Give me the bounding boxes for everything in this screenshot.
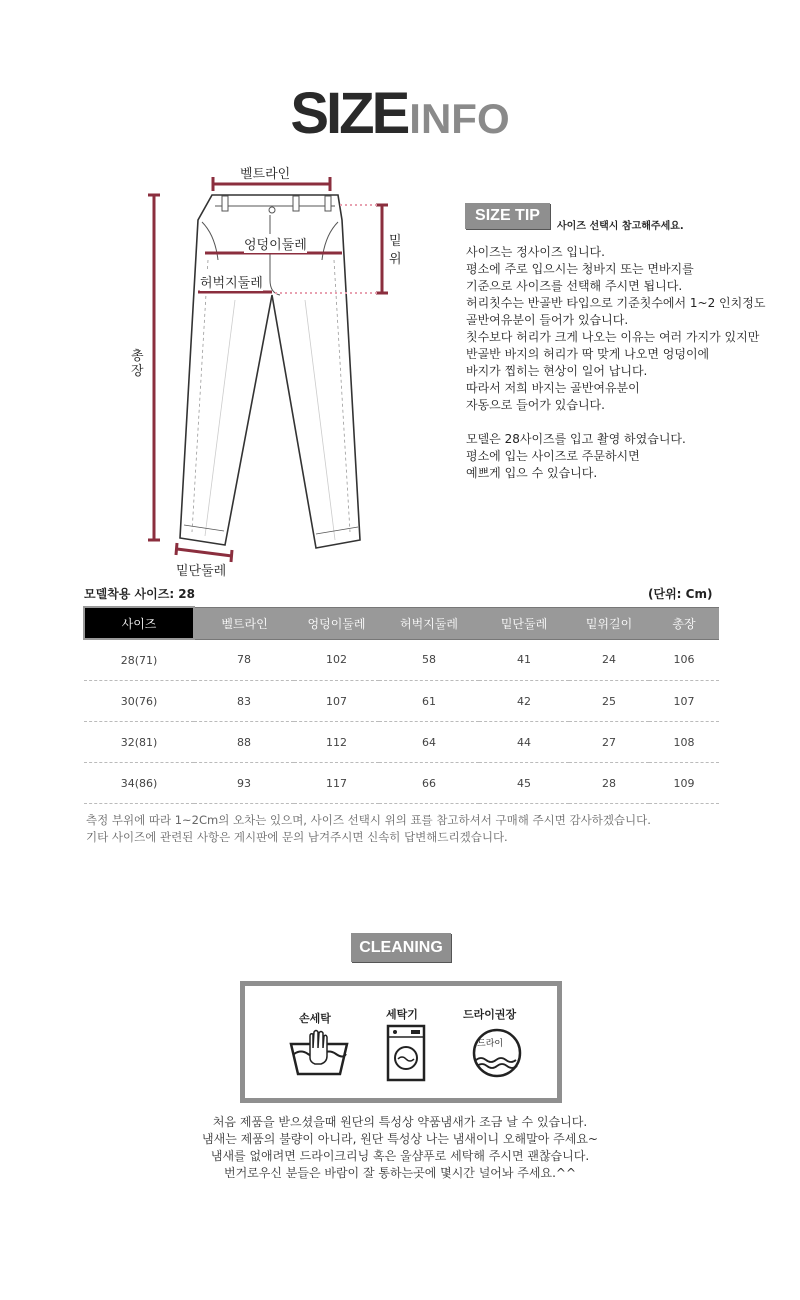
cleaning-line: 냄새를 없애려면 드라이크리닝 혹은 울샴푸로 세탁해 주시면 괜찮습니다. <box>210 1149 590 1163</box>
tip-line: 모델은 28사이즈를 입고 촬영 하였습니다. <box>466 432 686 446</box>
cell-hip: 112 <box>294 722 379 763</box>
cell-rise: 25 <box>569 681 649 722</box>
note-line: 측정 부위에 따라 1~2Cm의 오차는 있으며, 사이즈 선택시 위의 표를 참고하셔서 구매해 주시면 감사하겠습니다. <box>86 813 651 827</box>
tip-line: 사이즈는 정사이즈 입니다. <box>466 245 605 259</box>
cell-rise: 24 <box>569 639 649 681</box>
cell-length: 106 <box>649 639 719 681</box>
tip-line: 따라서 저희 바지는 골반여유분이 <box>466 381 640 395</box>
cell-length: 108 <box>649 722 719 763</box>
table-row <box>84 681 719 722</box>
measurement-notes <box>86 812 651 846</box>
pants-illustration <box>120 160 410 580</box>
tip-line: 반골반 바지의 허리가 딱 맞게 나오면 엉덩이에 <box>466 347 710 361</box>
dry-symbol-text: 드라이 <box>477 1039 504 1049</box>
header-belt: 벨트라인 <box>194 607 294 639</box>
cleaning-line: 냄새는 제품의 불량이 아니라, 원단 특성상 나는 냄새이니 오해말아 주세요~ <box>202 1132 598 1146</box>
cleaning-line: 처음 제품을 받으셨을때 원단의 특성상 약품냄새가 조금 날 수 있습니다. <box>212 1115 588 1129</box>
dry-clean-label: 드라이권장 <box>463 1008 517 1021</box>
belt-line-label: 벨트라인 <box>240 167 291 182</box>
header-length: 총장 <box>649 607 719 639</box>
tip-line: 바지가 찝히는 현상이 일어 납니다. <box>466 364 648 378</box>
cell-hem: 42 <box>479 681 569 722</box>
tip-line: 골반여유분이 들어가 있습니다. <box>466 313 629 327</box>
hem-label: 밑단둘레 <box>176 564 227 579</box>
size-tip-caption: 사이즈 선택시 참고해주세요. <box>557 221 684 232</box>
cell-rise: 27 <box>569 722 649 763</box>
note-line: 기타 사이즈에 관련된 사항은 게시판에 문의 남겨주시면 신속히 답변해드리겠습니다. <box>86 830 508 844</box>
cell-belt: 78 <box>194 639 294 681</box>
cell-rise: 28 <box>569 763 649 804</box>
title-main: SIZE <box>290 81 408 146</box>
cleaning-box <box>240 981 562 1103</box>
thigh-label: 허벅지둘레 <box>200 272 263 291</box>
size-tip-badge: SIZE TIP <box>465 203 550 229</box>
cell-belt: 83 <box>194 681 294 722</box>
cell-hem: 44 <box>479 722 569 763</box>
cleaning-line: 번거로우신 분들은 바람이 잘 통하는곳에 몇시간 널어놔 주세요.^^ <box>223 1166 577 1180</box>
cleaning-text <box>0 1114 800 1182</box>
cell-size: 28(71) <box>84 639 194 681</box>
cell-size: 32(81) <box>84 722 194 763</box>
cell-hem: 41 <box>479 639 569 681</box>
header-rise: 밑위길이 <box>569 607 649 639</box>
table-row <box>84 639 719 681</box>
cell-hip: 117 <box>294 763 379 804</box>
tip-line: 허리칫수는 반골반 타입으로 기준칫수에서 1~2 인치정도 <box>466 296 766 310</box>
tip-line: 평소에 입는 사이즈로 주문하시면 <box>466 449 640 463</box>
length-label-2: 장 <box>131 364 144 379</box>
pants-diagram <box>120 160 410 580</box>
cell-hip: 102 <box>294 639 379 681</box>
header-hem: 밑단둘레 <box>479 607 569 639</box>
cell-size: 30(76) <box>84 681 194 722</box>
washer-label: 세탁기 <box>386 1008 418 1021</box>
cell-length: 107 <box>649 681 719 722</box>
cell-thigh: 64 <box>379 722 479 763</box>
model-size-note: 모델착용 사이즈: 28 <box>84 587 195 601</box>
cell-thigh: 66 <box>379 763 479 804</box>
cell-length: 109 <box>649 763 719 804</box>
unit-note: (단위: Cm) <box>648 587 713 601</box>
header-size: 사이즈 <box>84 607 194 639</box>
dry-clean-icon <box>467 1026 527 1080</box>
tip-line: 평소에 주로 입으시는 청바지 또는 면바지를 <box>466 262 694 276</box>
tip-line: 예쁘게 입으 수 있습니다. <box>466 466 598 480</box>
table-row <box>84 763 719 804</box>
tip-line: 자동으로 들어가 있습니다. <box>466 398 605 412</box>
title-sub: INFO <box>409 95 510 142</box>
cell-hem: 45 <box>479 763 569 804</box>
hand-wash-icon <box>283 1026 355 1082</box>
cell-thigh: 61 <box>379 681 479 722</box>
tip-line: 기준으로 사이즈를 선택해 주시면 됩니다. <box>466 279 683 293</box>
rise-label-1: 밑 <box>389 234 402 249</box>
table-header-row <box>84 607 719 639</box>
length-label-1: 총 <box>131 349 144 364</box>
table-row <box>84 722 719 763</box>
hip-label: 엉덩이둘레 <box>244 234 307 253</box>
cell-thigh: 58 <box>379 639 479 681</box>
page-title <box>0 80 800 147</box>
tip-line: 칫수보다 허리가 크게 나오는 이유는 여러 가지가 있지만 <box>466 330 760 344</box>
header-hip: 엉덩이둘레 <box>294 607 379 639</box>
washing-machine-icon <box>385 1024 429 1084</box>
size-tip-text <box>466 244 796 482</box>
cleaning-badge: CLEANING <box>351 933 451 962</box>
tip-gap <box>466 414 796 431</box>
cell-size: 34(86) <box>84 763 194 804</box>
rise-label-2: 위 <box>389 252 402 267</box>
cell-hip: 107 <box>294 681 379 722</box>
cell-belt: 93 <box>194 763 294 804</box>
size-table <box>83 606 719 804</box>
hand-wash-label: 손세탁 <box>299 1012 331 1025</box>
cell-belt: 88 <box>194 722 294 763</box>
header-thigh: 허벅지둘레 <box>379 607 479 639</box>
